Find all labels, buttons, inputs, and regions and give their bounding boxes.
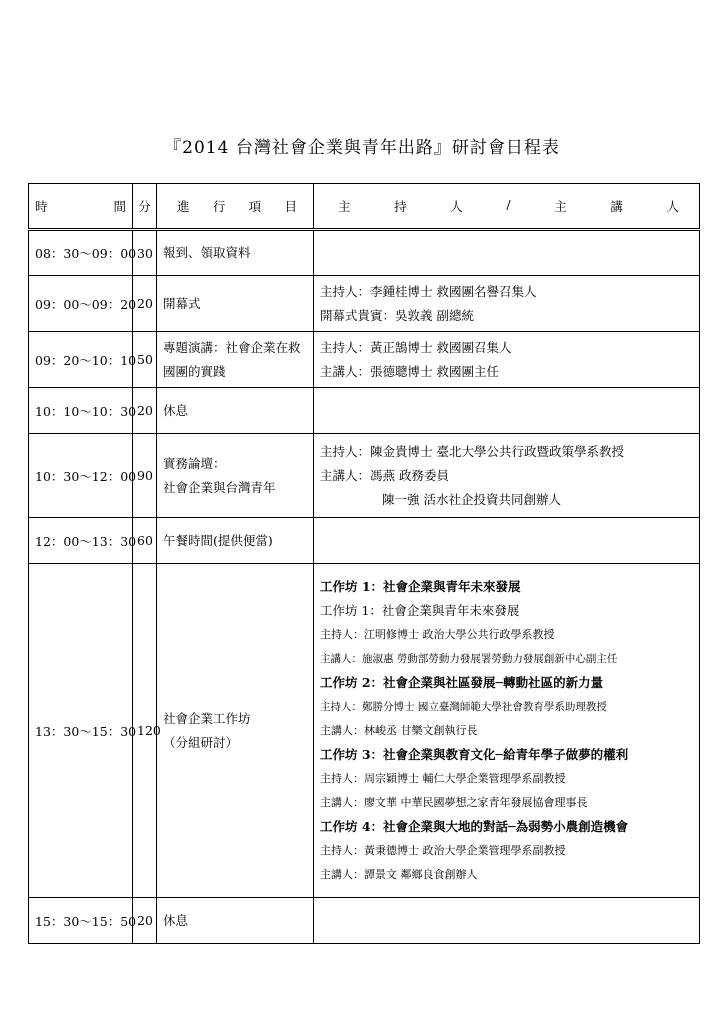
host-cell [314,332,700,388]
minutes-cell: 120 [133,564,157,898]
table-row [29,434,700,518]
host-cell [314,230,700,276]
workshop-heading: 工作坊 2：社會企業與社區發展─轉動社區的新力量 [320,674,604,690]
header-time-char: 間 [113,199,126,214]
header-item-char: 目 [284,199,297,214]
time-cell: 10：10～10：30 [29,388,133,434]
item-text: 實務論壇： [163,455,226,471]
table-row [29,564,700,898]
item-text: 休息 [163,912,189,928]
header-host-char: / [506,197,511,212]
header-host-char: 人 [666,199,679,214]
header-item-char: 項 [248,199,262,214]
minutes-cell: 20 [133,898,157,944]
table-row [29,230,700,276]
host-line: 陳一強 活水社企投資共同創辦人 [382,491,561,507]
item-cell [157,230,314,276]
host-line: 主講人：張德聰博士 救國團主任 [320,363,499,379]
item-cell [157,564,314,898]
schedule-table [28,183,700,944]
host-line: 主持人：黃秉德博士 政治大學企業管理學系副教授 [320,843,566,857]
workshop-heading: 工作坊 4：社會企業與大地的對話─為弱勢小農創造機會 [320,818,629,834]
host-line: 主持人：黃正鵠博士 救國團召集人 [320,339,512,355]
header-host-char: 持 [394,199,407,214]
minutes-cell: 90 [133,434,157,518]
table-row [29,388,700,434]
host-cell [314,388,700,434]
item-text: 休息 [163,402,189,418]
item-cell [157,898,314,944]
header-host-char: 主 [554,199,567,214]
header-host-char: 講 [610,199,623,214]
host-line: 工作坊 1：社會企業與青年未來發展 [320,602,520,618]
time-cell: 09：20～10：10 [29,332,133,388]
workshop-heading: 工作坊 1：社會企業與青年未來發展 [320,578,521,594]
host-line: 主持人：李鍾桂博士 救國團名譽召集人 [320,283,537,299]
workshop-heading: 工作坊 3：社會企業與教育文化─給青年學子做夢的權利 [320,746,629,762]
host-line: 主講人：譚景文 鄰鄉良食創辦人 [320,867,478,881]
host-line: 主講人：廖文華 中華民國夢想之家青年發展協會理事長 [320,795,588,809]
table-row [29,276,700,332]
table-header-row [29,184,700,230]
item-cell [157,388,314,434]
item-text: 專題演講：社會企業在救國團的實踐 [163,339,301,379]
item-text: （分組研討） [163,734,239,750]
minutes-cell: 20 [133,388,157,434]
item-text: 社會企業工作坊 [163,710,251,726]
host-cell [314,434,700,518]
host-line: 主講人：施淑惠 勞動部勞動力發展署勞動力發展創新中心副主任 [320,652,618,665]
header-minutes-char: 分 [138,199,151,214]
header-time-char: 時 [35,199,48,214]
host-line: 主講人：馮燕 政務委員 [320,467,449,483]
host-cell [314,564,700,898]
host-line: 開幕式貴賓：吳敦義 副總統 [320,307,474,323]
item-cell [157,434,314,518]
item-text: 報到、領取資料 [163,245,251,260]
host-cell [314,898,700,944]
header-host-char: 主 [338,199,351,214]
time-cell: 13：30～15：30 [29,564,133,898]
minutes-cell: 50 [133,332,157,388]
time-cell: 09：00～09：20 [29,276,133,332]
table-row [29,898,700,944]
minutes-cell: 60 [133,518,157,564]
table-row [29,332,700,388]
item-cell [157,518,314,564]
header-item-char: 進 [177,199,190,214]
time-cell: 12：00～13：30 [29,518,133,564]
time-cell: 15：30～15：50 [29,898,133,944]
minutes-cell: 20 [133,276,157,332]
item-cell [157,276,314,332]
header-host-char: 人 [450,199,463,214]
header-item-char: 行 [212,199,226,214]
item-text: 開幕式 [163,295,201,311]
host-line: 主持人：周宗穎博士 輔仁大學企業管理學系副教授 [320,771,566,785]
page-title: 『2014 台灣社會企業與青年出路』研討會日程表 [164,138,560,158]
header-time [29,184,133,230]
header-item [157,184,314,230]
header-host [314,184,700,230]
time-cell: 08：30～09：00 [29,230,133,276]
host-line: 主講人：林峻丞 甘樂文創執行長 [320,723,478,737]
item-text: 午餐時間(提供便當) [163,532,273,548]
table-row [29,518,700,564]
item-text: 社會企業與台灣青年 [163,479,276,495]
host-line: 主持人：鄭勝分博士 國立臺灣師範大學社會教育學系助理教授 [320,700,607,713]
host-line: 主持人：陳金貴博士 臺北大學公共行政暨政策學系教授 [320,443,624,459]
minutes-cell: 30 [133,230,157,276]
item-cell [157,332,314,388]
host-cell [314,518,700,564]
host-cell [314,276,700,332]
header-minutes [133,184,157,230]
host-line: 主持人：江明修博士 政治大學公共行政學系教授 [320,627,555,641]
time-cell: 10：30～12：00 [29,434,133,518]
